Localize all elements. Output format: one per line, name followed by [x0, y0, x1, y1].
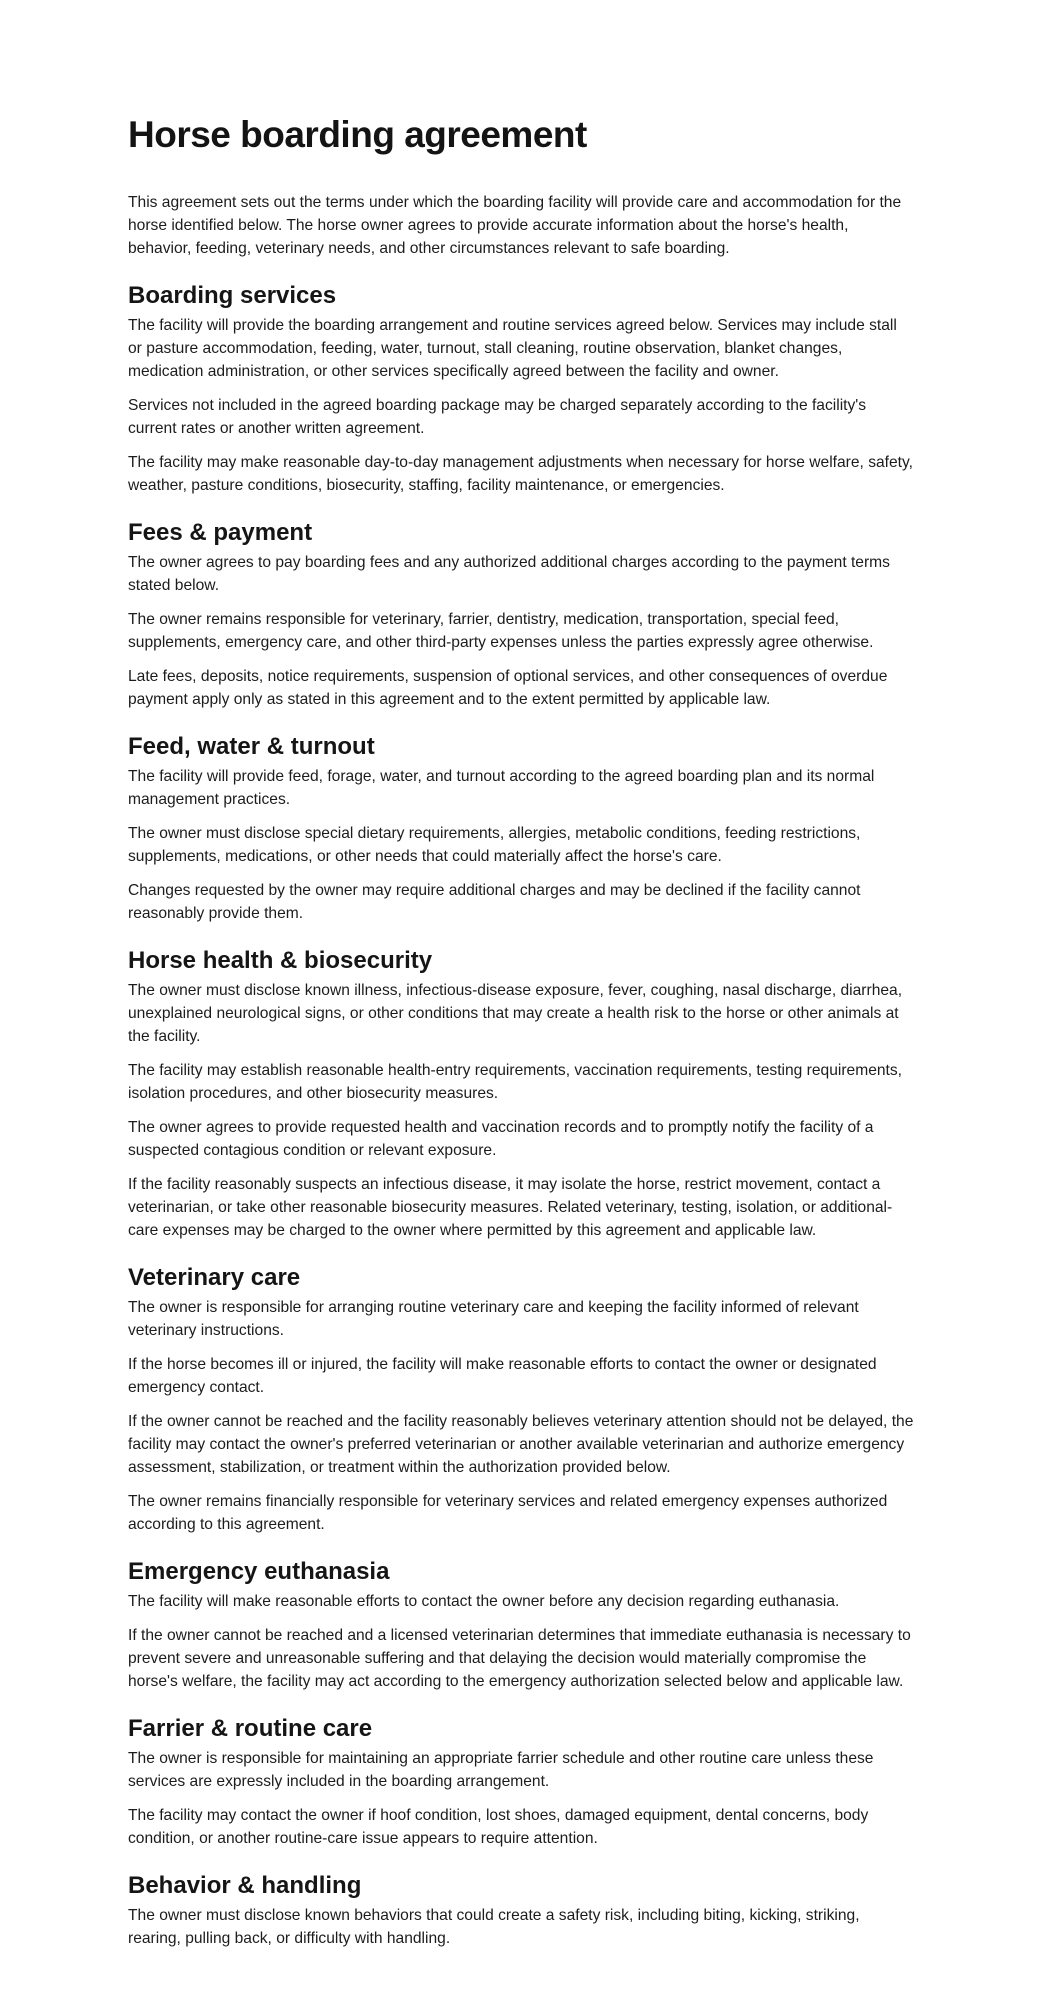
section-heading: Behavior & handling	[128, 1872, 362, 1899]
section-paragraph: If the owner cannot be reached and a licensed veterinarian determines that immediate euthanasia is necessary to prevent severe and unreasonable suffering and that delaying the decision would materially compromise the horse's welfare, the facility may act according to the emergency authorization selected below and applicable law.	[128, 1627, 911, 1690]
section-heading: Feed, water & turnout	[128, 733, 375, 760]
section-paragraph: The facility may make reasonable day-to-day management adjustments when necessary for horse welfare, safety, weather, pasture conditions, biosecurity, staffing, facility maintenance, or emergencies.	[128, 454, 913, 494]
section-paragraph: If the owner cannot be reached and the facility reasonably believes veterinary attention should not be delayed, the facility may contact the owner's preferred veterinarian or another available veterinarian and authorize emergency assessment, stabilization, or treatment within the authorization provided below.	[128, 1413, 914, 1476]
section-paragraph: The owner agrees to pay boarding fees and any authorized additional charges according to the payment terms stated below.	[128, 554, 890, 594]
section-paragraph: The facility will provide the boarding arrangement and routine services agreed below. Services may include stall or pasture accommodation, feeding, water, turnout, stall cleaning, routine observation, blanket changes, medication administration, or other services specifically agreed between the facility and owner.	[128, 317, 897, 380]
section-paragraph: The facility may establish reasonable health-entry requirements, vaccination requirements, testing requirements, isolation procedures, and other biosecurity measures.	[128, 1062, 902, 1102]
section-paragraph: The facility will make reasonable efforts to contact the owner before any decision regarding euthanasia.	[128, 1593, 840, 1610]
section-fees-payment	[128, 517, 914, 711]
section-paragraph: The owner must disclose known illness, infectious-disease exposure, fever, coughing, nasal discharge, diarrhea, unexplained neurological signs, or other conditions that may create a health risk to the horse or other animals at the facility.	[128, 982, 903, 1045]
section-paragraph: The owner is responsible for maintaining an appropriate farrier schedule and other routine care unless these services are expressly included in the boarding arrangement.	[128, 1750, 874, 1790]
section-paragraph: Services not included in the agreed boarding package may be charged separately according to the facility's current rates or another written agreement.	[128, 397, 867, 437]
intro-paragraph: This agreement sets out the terms under which the boarding facility will provide care and accommodation for the horse identified below. The horse owner agrees to provide accurate information about the horse's health, behavior, feeding, veterinary needs, and other circumstances relevant to safe boarding.	[128, 194, 902, 257]
section-paragraph: If the horse becomes ill or injured, the facility will make reasonable efforts to contact the owner or designated emergency contact.	[128, 1356, 877, 1396]
section-paragraph: The owner must disclose known behaviors that could create a safety risk, including biting, kicking, striking, rearing, pulling back, or difficulty with handling.	[128, 1907, 860, 1947]
section-heading: Emergency euthanasia	[128, 1558, 390, 1585]
section-paragraph: Changes requested by the owner may require additional charges and may be declined if the facility cannot reasonably provide them.	[128, 882, 861, 922]
section-heading: Farrier & routine care	[128, 1715, 373, 1742]
section-boarding-services	[128, 280, 914, 497]
agreement-document	[128, 108, 914, 1970]
section-heading: Horse health & biosecurity	[128, 947, 433, 974]
section-heading: Boarding services	[128, 282, 337, 309]
section-paragraph: The facility may contact the owner if hoof condition, lost shoes, damaged equipment, dental concerns, body condition, or another routine-care issue appears to require attention.	[128, 1807, 869, 1847]
section-behavior-handling	[128, 1870, 914, 1950]
section-paragraph: The owner is responsible for arranging routine veterinary care and keeping the facility informed of relevant veterinary instructions.	[128, 1299, 859, 1339]
section-paragraph: Late fees, deposits, notice requirements, suspension of optional services, and other consequences of overdue payment apply only as stated in this agreement and to the extent permitted by applicable law.	[128, 668, 888, 708]
section-horse-health-biosecurity	[128, 945, 914, 1242]
section-paragraph: The owner remains responsible for veterinary, farrier, dentistry, medication, transportation, special feed, supplements, emergency care, and other third-party expenses unless the parties expressly agree otherwise.	[128, 611, 874, 651]
section-paragraph: The owner agrees to provide requested health and vaccination records and to promptly notify the facility of a suspected contagious condition or relevant exposure.	[128, 1119, 874, 1159]
section-heading: Fees & payment	[128, 519, 313, 546]
section-veterinary-care	[128, 1262, 914, 1536]
section-emergency-euthanasia	[128, 1556, 914, 1693]
section-paragraph: The owner must disclose special dietary requirements, allergies, metabolic conditions, feeding restrictions, supplements, medications, or other needs that could materially affect the horse's care.	[128, 825, 861, 865]
section-farrier-routine-care	[128, 1713, 914, 1850]
page-title: Horse boarding agreement	[128, 114, 587, 155]
section-paragraph: If the facility reasonably suspects an infectious disease, it may isolate the horse, restrict movement, contact a veterinarian, or take other reasonable biosecurity measures. Related veterinary, testing, isolation, or additional-care expenses may be charged to the owner where permitted by this agreement and applicable law.	[128, 1176, 893, 1239]
sections-container	[128, 280, 914, 1950]
section-paragraph: The owner remains financially responsible for veterinary services and related emergency expenses authorized according to this agreement.	[128, 1493, 888, 1533]
section-feed-water-turnout	[128, 731, 914, 925]
section-heading: Veterinary care	[128, 1264, 301, 1291]
section-paragraph: The facility will provide feed, forage, water, and turnout according to the agreed boarding plan and its normal management practices.	[128, 768, 875, 808]
